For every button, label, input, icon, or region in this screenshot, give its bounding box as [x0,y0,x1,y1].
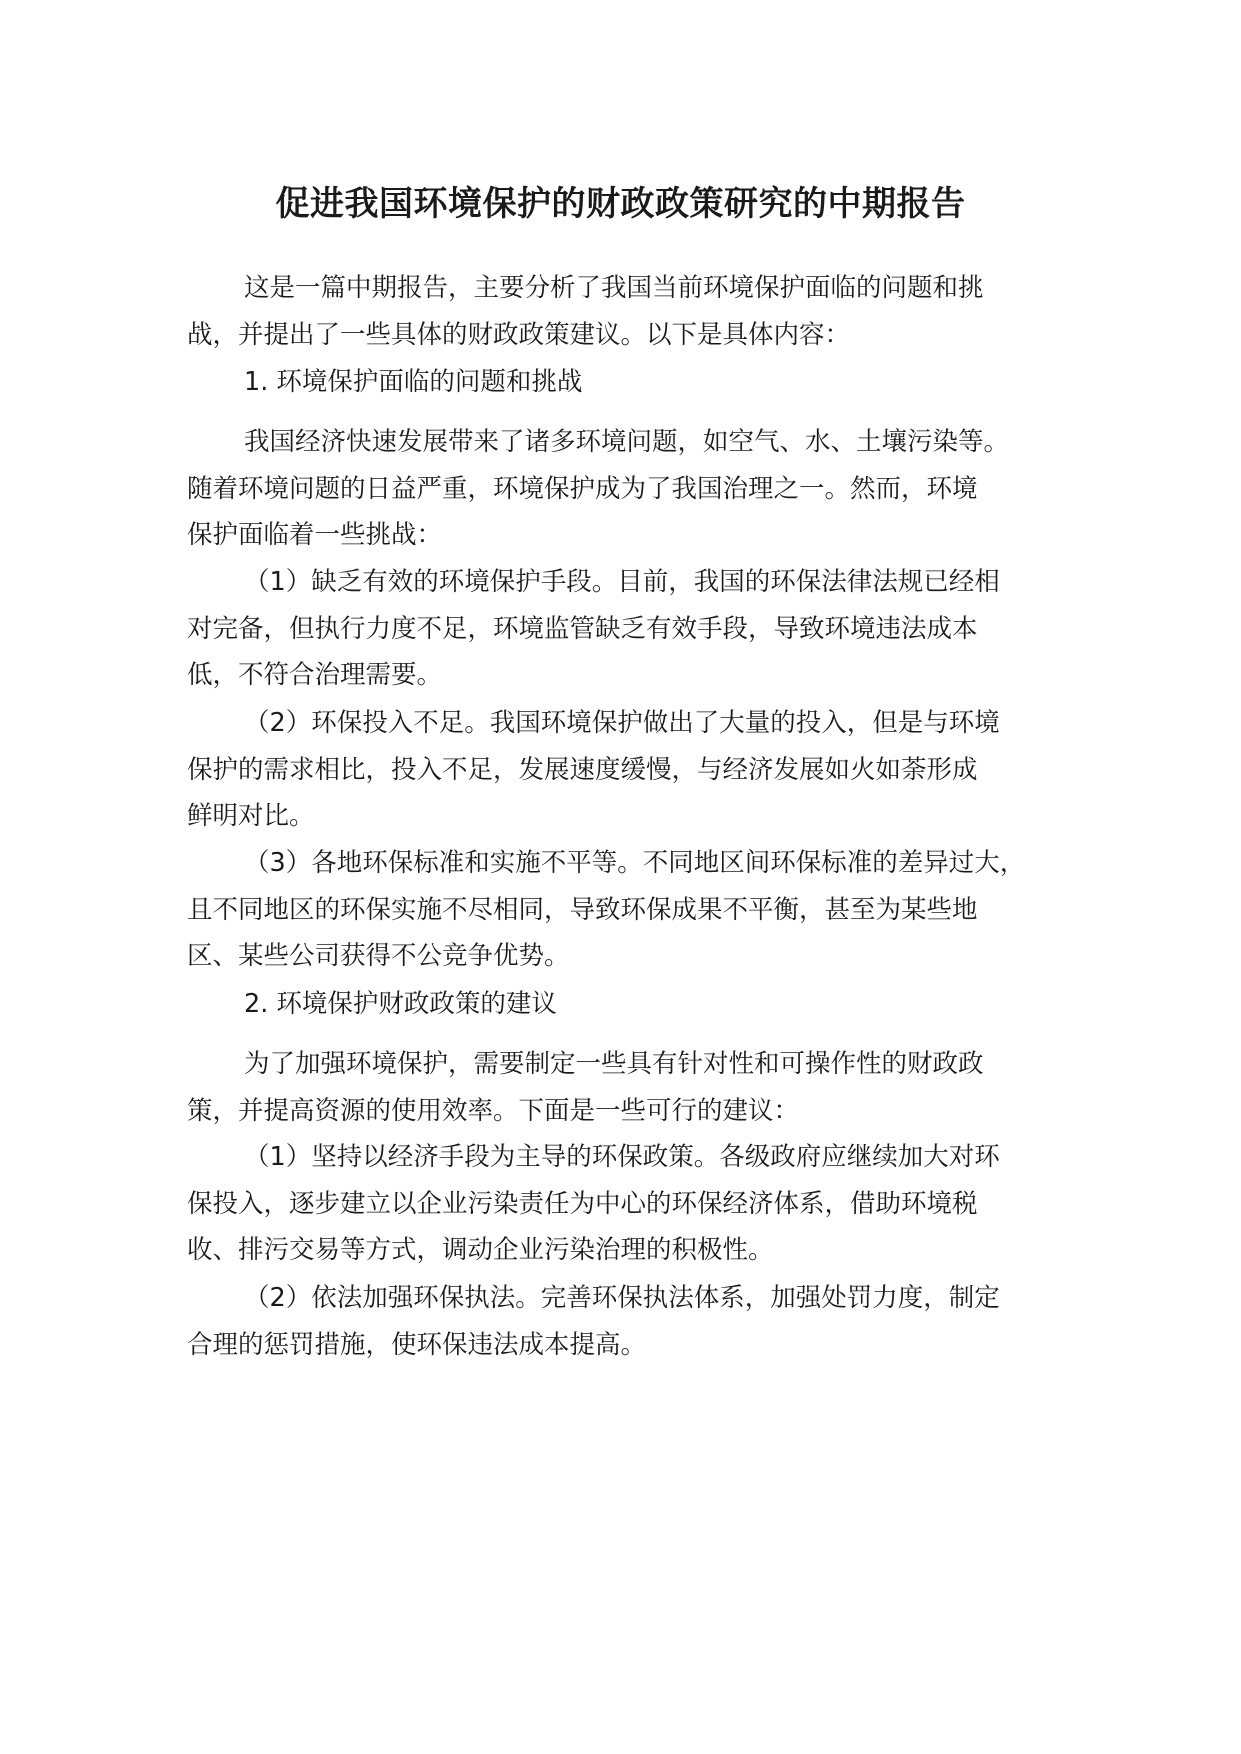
heading-text: 2. 环境保护财政政策的建议 [244,989,557,1019]
text-line: 对完备，但执行力度不足，环境监管缺乏有效手段，导致环境违法成本 [187,613,978,644]
text-line: 随着环境问题的日益严重，环境保护成为了我国治理之一。然而，环境 [187,473,978,504]
paragraph-challenge-1 [187,559,1000,699]
text-line: 合理的惩罚措施，使环保违法成本提高。 [187,1329,647,1360]
text-line: （2）依法加强环保执法。完善环保执法体系，加强处罚力度，制定 [244,1283,1000,1313]
paragraph-intro [187,265,984,358]
text-line: （3）各地环保标准和实施不平等。不同地区间环保标准的差异过大， [244,848,1026,878]
text-line: （1）坚持以经济手段为主导的环保政策。各级政府应继续加大对环 [244,1142,1000,1172]
text-line: 且不同地区的环保实施不尽相同，导致环保成果不平衡，甚至为某些地 [187,894,978,925]
text-line: 鲜明对比。 [187,801,315,831]
text-line: 保护的需求相比，投入不足，发展速度缓慢，与经济发展如火如荼形成 [187,754,978,785]
paragraph-section-2 [187,1041,984,1134]
text-line: 低，不符合治理需要。 [187,660,443,690]
text-line: 我国经济快速发展带来了诸多环境问题，如空气、水、土壤污染等。 [244,427,1010,457]
paragraph-section-1 [187,419,1009,559]
text-line: （1）缺乏有效的环境保护手段。目前，我国的环保法律法规已经相 [244,567,1000,597]
section-1-heading [187,359,582,406]
text-line: 区、某些公司获得不公竞争优势。 [187,941,570,971]
paragraph-suggestion-2 [187,1275,1000,1368]
section-2-heading [187,981,557,1028]
paragraph-challenge-2 [187,700,1000,840]
text-line: 收、排污交易等方式，调动企业污染治理的积极性。 [187,1235,774,1265]
text-line: 这是一篇中期报告，主要分析了我国当前环境保护面临的问题和挑 [244,273,984,303]
text-line: 战，并提出了一些具体的财政政策建议。以下是具体内容： [187,319,851,350]
heading-text: 1. 环境保护面临的问题和挑战 [244,367,583,397]
text-line: 为了加强环境保护，需要制定一些具有针对性和可操作性的财政政 [244,1049,984,1079]
text-line: （2）环保投入不足。我国环境保护做出了大量的投入，但是与环境 [244,708,1000,738]
paragraph-suggestion-1 [187,1134,1000,1274]
document-title: 促进我国环境保护的财政政策研究的中期报告 [275,184,966,224]
text-line: 保投入，逐步建立以企业污染责任为中心的环保经济体系，借助环境税 [187,1188,978,1219]
text-line: 策，并提高资源的使用效率。下面是一些可行的建议： [187,1095,800,1126]
text-line: 保护面临着一些挑战： [187,520,443,550]
paragraph-challenge-3 [187,840,1025,980]
